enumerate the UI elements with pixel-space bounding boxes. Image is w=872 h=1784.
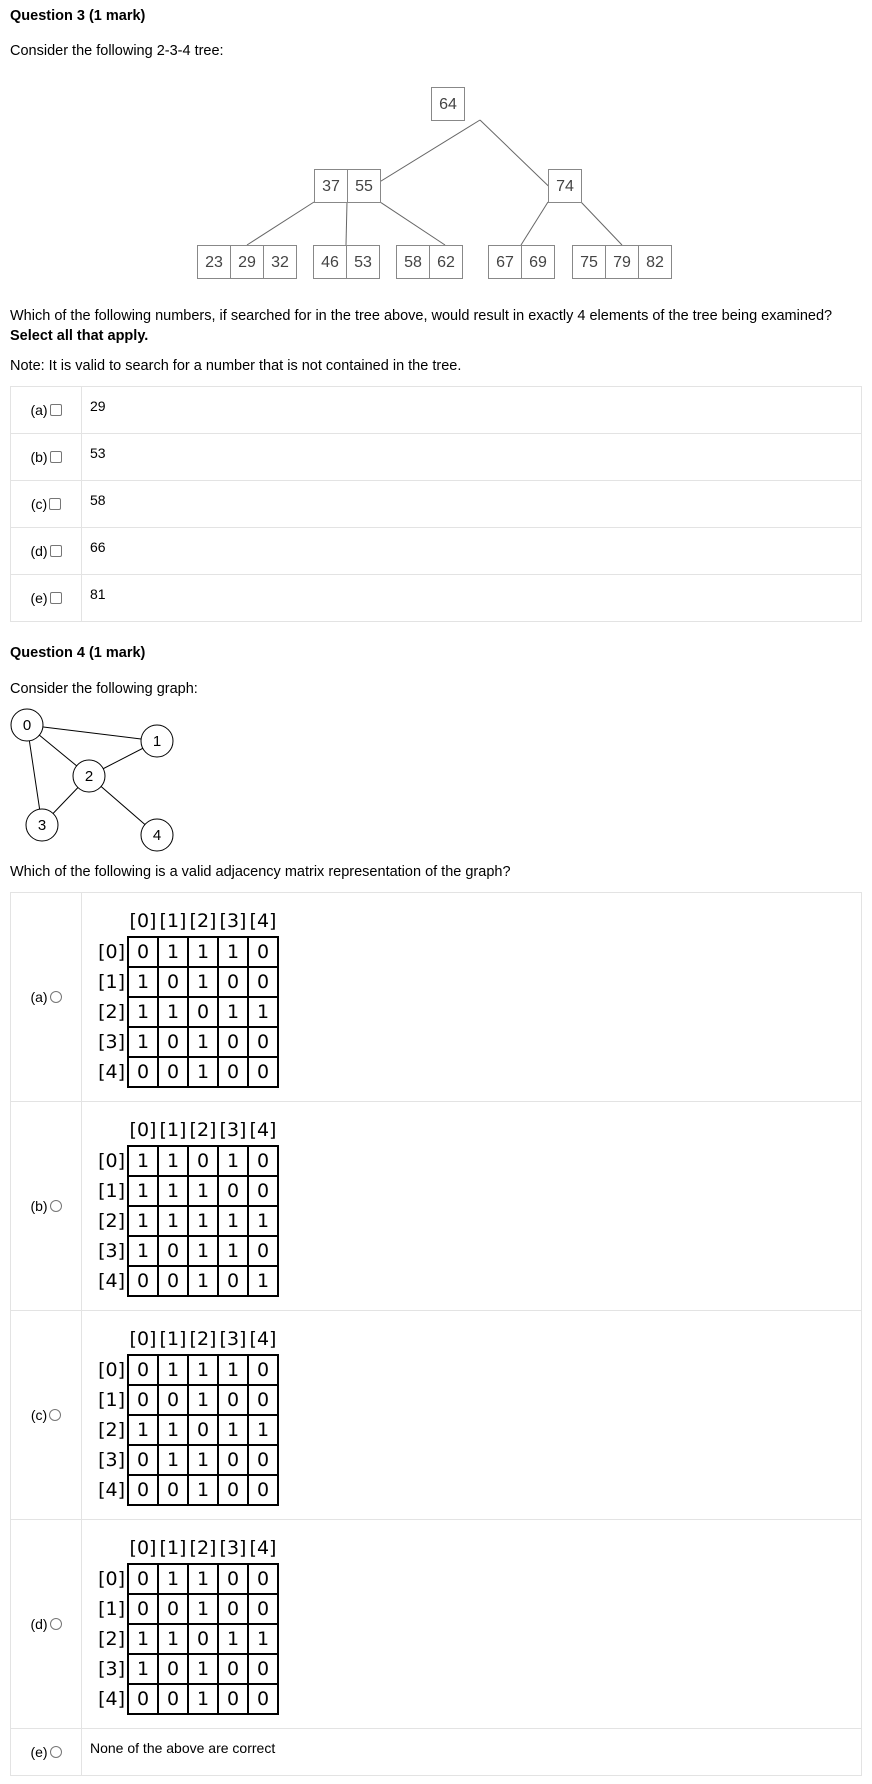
matrix-row-header: [0] [98,1567,125,1590]
option-row [11,575,862,622]
graph-node-label: 2 [84,768,94,785]
matrix-cell: 1 [188,1684,218,1714]
matrix-cell: 0 [218,1475,248,1505]
tree-key: 53 [354,254,372,271]
matrix-cell: 0 [218,967,248,997]
matrix-cell: 0 [218,1266,248,1296]
matrix-cell: 0 [158,1684,188,1714]
matrix-cell: 0 [158,1594,188,1624]
matrix-cell: 0 [158,1475,188,1505]
question-4-prompt: Which of the following is a valid adjacency matrix representation of the graph? [10,864,511,880]
matrix-cell: 1 [188,1027,218,1057]
option-radio[interactable] [49,1409,61,1421]
tree-key: 29 [238,254,256,271]
tree-edge [346,202,347,245]
matrix-col-header: [2] [189,1328,217,1350]
matrix-row-header: [1] [98,1179,125,1202]
option-label: (e) [30,1744,48,1760]
matrix-cell: 1 [128,1654,158,1684]
matrix-cell: 0 [248,1654,278,1684]
matrix-cell: 0 [128,1355,158,1385]
option-label-cell [11,387,82,434]
question-3-note: Note: It is valid to search for a number that is not contained in the tree. [10,358,462,374]
matrix-cell: 1 [248,997,278,1027]
matrix-cell: 0 [128,1594,158,1624]
matrix-cell: 0 [218,1684,248,1714]
matrix-cell: 0 [248,1057,278,1087]
matrix-cell: 0 [218,1654,248,1684]
matrix-cell: 0 [218,1027,248,1057]
option-label: (d) [30,543,48,559]
option-label-cell [11,528,82,575]
matrix-cell: 1 [188,1475,218,1505]
matrix-row-header: [0] [98,940,125,963]
option-label: (d) [30,1616,48,1632]
matrix-cell: 0 [158,967,188,997]
tree-edge [581,202,622,245]
matrix-cell: 0 [158,1654,188,1684]
matrix-cell: 1 [188,1445,218,1475]
tree-node-l1-0 [315,170,381,203]
option-radio[interactable] [50,1618,62,1630]
option-label-cell [11,1102,82,1311]
matrix-row-header: [3] [98,1239,125,1262]
matrix-row-header: [4] [98,1269,125,1292]
option-radio[interactable] [50,1200,62,1212]
tree-key: 46 [321,254,339,271]
tree-key: 82 [646,254,664,271]
tree-key: 67 [496,254,514,271]
matrix-cell: 0 [248,937,278,967]
question-4-options [10,892,862,1776]
matrix-row-header: [0] [98,1149,125,1172]
question-4-intro: Consider the following graph: [10,681,198,697]
matrix-cell: 0 [158,1027,188,1057]
tree-edge [380,202,445,245]
tree-leaf-4 [573,246,672,279]
option-label: (a) [30,989,48,1005]
matrix-cell: 0 [158,1266,188,1296]
option-row [11,1311,862,1520]
matrix-cell: 0 [188,1415,218,1445]
matrix-cell: 1 [158,1624,188,1654]
matrix-col-header: [0] [129,1537,157,1559]
graph-node [11,709,43,741]
graph-node-label: 1 [152,733,162,750]
matrix-row-header: [2] [98,1000,125,1023]
matrix-cell: 0 [158,1057,188,1087]
matrix-cell: 1 [248,1266,278,1296]
matrix-cell: 1 [248,1624,278,1654]
option-label: (e) [30,590,48,606]
matrix-cell: 0 [188,997,218,1027]
tree-key: 37 [322,178,340,195]
matrix-cell: 0 [128,1564,158,1594]
matrix-cell: 1 [188,1266,218,1296]
matrix-cell: 1 [158,1206,188,1236]
tree-edge [247,202,314,245]
matrix-row-header: [4] [98,1478,125,1501]
matrix-cell: 0 [248,1445,278,1475]
matrix-cell: 1 [188,1057,218,1087]
graph-node-label: 4 [152,827,162,844]
graph-edge [27,725,157,741]
matrix-cell: 0 [218,1594,248,1624]
matrix-cell: 1 [188,1654,218,1684]
option-label-cell [11,1520,82,1729]
matrix-cell: 1 [128,997,158,1027]
option-checkbox[interactable] [50,404,62,416]
matrix-col-header: [4] [249,1328,277,1350]
matrix-col-header: [2] [189,1537,217,1559]
tree-leaf-3 [489,246,555,279]
option-row [11,1520,862,1729]
matrix-cell: 0 [248,1385,278,1415]
matrix-col-header: [1] [159,1537,187,1559]
option-checkbox[interactable] [50,592,62,604]
adjacency-matrix [96,1116,279,1297]
matrix-cell: 0 [218,1057,248,1087]
matrix-cell: 0 [188,1146,218,1176]
matrix-cell: 1 [188,937,218,967]
option-label-cell [11,481,82,528]
matrix-cell: 1 [128,1624,158,1654]
matrix-cell: 0 [248,967,278,997]
matrix-col-header: [2] [189,910,217,932]
tree-key: 64 [439,96,457,113]
option-label-cell [11,893,82,1102]
matrix-cell: 0 [188,1624,218,1654]
matrix-col-header: [4] [249,1537,277,1559]
matrix-cell: 1 [158,1415,188,1445]
matrix-row-header: [1] [98,970,125,993]
matrix-cell: 1 [128,1415,158,1445]
matrix-cell: 1 [218,1206,248,1236]
matrix-col-header: [3] [219,1537,247,1559]
option-label-cell [11,575,82,622]
tree-leaf-2 [397,246,463,279]
option-checkbox[interactable] [50,545,62,557]
option-label-cell [11,1311,82,1520]
graph-node [141,819,173,851]
matrix-cell: 1 [128,1027,158,1057]
question-3-options [10,386,862,622]
matrix-cell: 1 [128,1236,158,1266]
option-label: (c) [30,496,48,512]
tree-leaf-0 [198,246,297,279]
tree-key: 23 [205,254,223,271]
option-row [11,528,862,575]
matrix-cell: 0 [248,1176,278,1206]
matrix-row-header: [4] [98,1060,125,1083]
tree-key: 69 [529,254,547,271]
matrix-cell: 0 [128,1445,158,1475]
tree-key: 32 [271,254,289,271]
matrix-cell: 0 [128,937,158,967]
matrix-row-header: [2] [98,1418,125,1441]
option-value: 53 [82,434,862,481]
option-label: (b) [30,449,48,465]
matrix-row-header: [2] [98,1627,125,1650]
option-label: (a) [30,402,48,418]
tree-leaf-1 [314,246,380,279]
matrix-col-header: [1] [159,1119,187,1141]
matrix-cell: 1 [188,1206,218,1236]
matrix-cell: 1 [188,1236,218,1266]
option-label: (b) [30,1198,48,1214]
graph-node [26,809,58,841]
graph-node [73,760,105,792]
matrix-col-header: [0] [129,1119,157,1141]
matrix-cell: 1 [128,1206,158,1236]
matrix-cell: 0 [248,1236,278,1266]
matrix-row-header: [3] [98,1030,125,1053]
question-3-prompt: Which of the following numbers, if searched for in the tree above, would result in exactly 4 elements of the tree being examined? Select all that apply. [10,308,833,344]
matrix-col-header: [4] [249,1119,277,1141]
matrix-cell: 0 [248,1594,278,1624]
question-3-intro: Consider the following 2-3-4 tree: [10,43,224,59]
option-checkbox[interactable] [49,498,61,510]
matrix-cell: 0 [218,1385,248,1415]
graph-node-label: 3 [37,817,47,834]
matrix-cell: 0 [218,1564,248,1594]
adjacency-matrix [96,1325,279,1506]
tree-node-root [432,88,465,121]
matrix-cell: 1 [188,1176,218,1206]
matrix-cell: 0 [128,1057,158,1087]
matrix-col-header: [4] [249,910,277,932]
matrix-cell: 1 [218,1146,248,1176]
matrix-cell: 1 [158,1176,188,1206]
matrix-cell: 0 [128,1266,158,1296]
matrix-cell: 1 [158,997,188,1027]
matrix-cell: 0 [248,1146,278,1176]
matrix-cell: 1 [248,1415,278,1445]
matrix-col-header: [1] [159,1328,187,1350]
matrix-row-header: [4] [98,1687,125,1710]
tree-key: 75 [580,254,598,271]
option-radio[interactable] [50,991,62,1003]
graph-diagram [0,700,200,860]
matrix-cell: 1 [128,967,158,997]
option-value: None of the above are correct [82,1729,862,1776]
matrix-cell: 1 [218,1236,248,1266]
matrix-cell: 1 [218,1355,248,1385]
matrix-cell: 0 [218,1176,248,1206]
option-value: 58 [82,481,862,528]
matrix-cell: 1 [128,1176,158,1206]
matrix-cell: 0 [248,1027,278,1057]
matrix-cell: 1 [188,1564,218,1594]
matrix-cell: 1 [218,937,248,967]
matrix-cell: 0 [128,1385,158,1415]
option-row [11,481,862,528]
option-row [11,387,862,434]
matrix-col-header: [0] [129,910,157,932]
matrix-cell: 1 [218,1415,248,1445]
matrix-row-header: [1] [98,1388,125,1411]
tree-key: 79 [613,254,631,271]
matrix-cell: 0 [128,1684,158,1714]
matrix-cell: 0 [248,1475,278,1505]
tree-key: 62 [437,254,455,271]
tree-diagram [0,80,872,280]
matrix-cell: 0 [248,1684,278,1714]
option-row [11,893,862,1102]
matrix-col-header: [3] [219,1119,247,1141]
matrix-cell: 0 [158,1385,188,1415]
matrix-row-header: [0] [98,1358,125,1381]
matrix-col-header: [3] [219,910,247,932]
matrix-cell: 1 [188,1355,218,1385]
option-row [11,434,862,481]
matrix-cell: 1 [188,1385,218,1415]
question-3-title: Question 3 (1 mark) [10,8,146,24]
option-label-cell [11,434,82,481]
adjacency-matrix [96,907,279,1088]
tree-node-l1-1 [549,170,582,203]
matrix-row-header: [1] [98,1597,125,1620]
option-value: 81 [82,575,862,622]
option-value: 66 [82,528,862,575]
matrix-col-header: [1] [159,910,187,932]
graph-node-label: 0 [22,717,32,734]
tree-edge [521,202,548,245]
option-row [11,1102,862,1311]
matrix-cell: 0 [248,1564,278,1594]
matrix-cell: 1 [158,1355,188,1385]
matrix-cell: 1 [158,1146,188,1176]
matrix-cell: 1 [158,1564,188,1594]
adjacency-matrix [96,1534,279,1715]
matrix-row-header: [3] [98,1448,125,1471]
option-label: (c) [30,1407,48,1423]
matrix-cell: 0 [158,1236,188,1266]
graph-node [141,725,173,757]
matrix-cell: 0 [248,1355,278,1385]
matrix-col-header: [2] [189,1119,217,1141]
option-radio[interactable] [50,1746,62,1758]
option-checkbox[interactable] [50,451,62,463]
matrix-cell: 1 [188,967,218,997]
matrix-row-header: [2] [98,1209,125,1232]
matrix-cell: 1 [188,1594,218,1624]
matrix-cell: 1 [248,1206,278,1236]
option-value: 29 [82,387,862,434]
matrix-col-header: [0] [129,1328,157,1350]
question-4-title: Question 4 (1 mark) [10,645,146,661]
matrix-cell: 1 [158,937,188,967]
matrix-cell: 0 [128,1475,158,1505]
matrix-cell: 0 [218,1445,248,1475]
tree-key: 74 [556,178,574,195]
matrix-cell: 1 [218,997,248,1027]
tree-key: 58 [404,254,422,271]
matrix-cell: 1 [158,1445,188,1475]
matrix-cell: 1 [128,1146,158,1176]
option-label-cell [11,1729,82,1776]
matrix-cell: 1 [218,1624,248,1654]
option-row [11,1729,862,1776]
tree-key: 55 [355,178,373,195]
matrix-row-header: [3] [98,1657,125,1680]
matrix-col-header: [3] [219,1328,247,1350]
